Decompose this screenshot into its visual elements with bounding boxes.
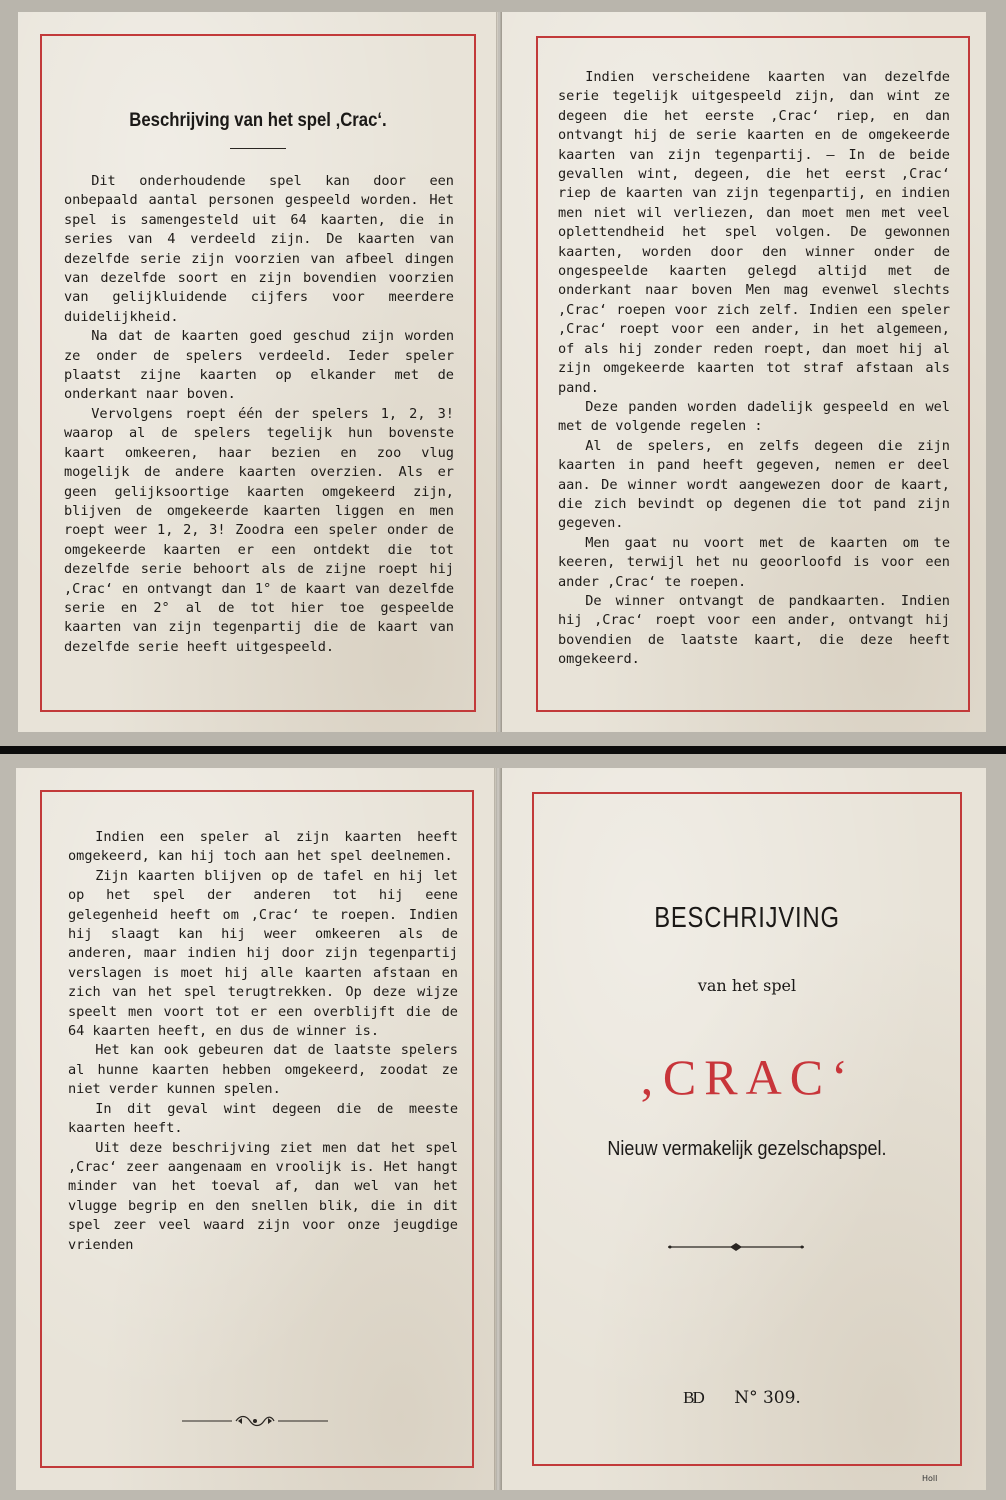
ornamental-rule-icon (666, 1242, 806, 1252)
paragraph: Deze panden worden dadelijk gespeeld en wel met de volgende regelen : (558, 398, 950, 435)
paragraph: Vervolgens roept één der spelers 1, 2, 3! waarop al de spelers tegelijk hun bovenste kaart omkeeren, haar bezien en zoo vlug mogelijk de andere kaarten overzien. Als er geen gelijksoortige kaarten omgekeerd zijn, blijven de omgekeerde kaarten liggen en men roept weer 1, 2, 3! Zoodra een speler onder de omgekeerde kaarten er een ontdekt die tot dezelfde serie behoort als de zijne roept hij ‚Crac‘ en ontvangt dan 1° de kaart van dezelfde serie en 2° al de tot hier toe gespeelde kaarten van zijn tegenpartij die de kaart van dezelfde serie heeft uitgespeeld. (64, 405, 454, 655)
paragraph: Uit deze beschrijving ziet men dat het spel ‚Crac‘ zeer aangenaam en vroolijk is. Het hangt minder van het toeval af, dan wel van het vlugge begrip en den snellen blik, die in dit spel zeer veel waard zijn voor onze jeugdige vrienden (68, 1139, 458, 1253)
cover-tagline: Nieuw vermakelijk gezelschapspel. (607, 1138, 887, 1160)
game-name-title: ‚CRAC‘ (638, 1049, 856, 1105)
body-text-back (68, 828, 458, 1255)
title-rule (230, 148, 286, 149)
paragraph: Al de spelers, en zelfs degeen die zijn kaarten in pand heeft gegeven, nemen er deel aan. De winner wordt aangewezen door de kaart, die zich bevindt op degenen die tot pand zijn gegeven. (558, 437, 950, 532)
leaf-inside-right (502, 12, 986, 732)
paragraph: Dit onderhoudende spel kan door een onbepaald aantal personen gespeeld worden. Het spel is samengesteld uit 64 kaarten, die in series van 4 verdeeld zijn. De kaarten van dezelfde serie zijn voorzien van afbeel dingen van dezelfde soort en zijn bovendien voorzien van gelijkluidende cijfers voor meerdere duidelijkheid. (64, 173, 454, 325)
body-text-inside-right (558, 68, 950, 670)
cover-subheading: van het spel (697, 976, 797, 995)
paragraph: Na dat de kaarten goed geschud zijn worden ze onder de spelers verdeeld. Ieder speler plaatst zijne kaarten op elkander met de onderkant naar boven. (64, 328, 454, 403)
leaf-back (16, 768, 496, 1490)
printer-mark: Holl (922, 1474, 938, 1483)
catalog-number: N° 309. (734, 1388, 801, 1408)
paragraph: Indien een speler al zijn kaarten heeft omgekeerd, kan hij toch aan het spel deelnemen. (68, 829, 458, 865)
publisher-mark: BD (683, 1388, 703, 1407)
paragraph: De winner ontvangt de pandkaarten. Indien hij ‚Crac‘ roept voor een ander, ontvangt hij bovendien de laatste kaart, die deze heeft omgekeerd. (558, 592, 950, 668)
page-title: Beschrijving van het spel ‚Crac‘. (129, 110, 387, 131)
paragraph: Het kan ook gebeuren dat de laatste spelers al hunne kaarten hebben omgekeerd, zoodat ze niet verder kunnen spelen. (68, 1042, 458, 1098)
fold-crease (494, 768, 502, 1490)
paragraph: In dit geval wint degeen die de meeste kaarten heeft. (68, 1100, 458, 1137)
catalog-number-line (542, 1388, 942, 1408)
photo-inside-spread (0, 0, 1006, 746)
red-border-frame (532, 792, 962, 1466)
paragraph: Men gaat nu voort met de kaarten om te keeren, terwijl het nu geoorloofd is voor een ander ‚Crac‘ te roepen. (558, 534, 950, 590)
leaf-inside-left (18, 12, 498, 732)
body-text-inside-left (64, 172, 454, 657)
photo-outside-spread (0, 754, 1006, 1500)
ornamental-divider-icon (180, 1414, 330, 1428)
paragraph: Indien verscheidene kaarten van dezelfde serie tegelijk uitgespeeld zijn, dan wint ze degeen die het eerste ‚Crac‘ riep, en dan ontvangt hij de serie kaarten en de omgekeerde kaarten van zijn tegenpartij. — In de beide gevallen wint, degeen, die het eerst ‚Crac‘ riep de kaarten van zijn tegenpartij, en indien men niet wil verliezen, dan moet men met veel oplettendheid het spel volgen. De gewonnen kaarten, worden door den winner onder de ongespeelde kaarten gelegd altijd met de onderkant naar boven Men mag evenwel slechts ‚Crac‘ roepen voor zich zelf. Indien een speler ‚Crac‘ roept voor een ander, in het algemeen, of als hij zonder reden roept, dan moet hij al zijn omgekeerde kaarten tot straf afstaan als pand. (558, 69, 950, 396)
leaf-cover (502, 768, 986, 1490)
cover-heading: BESCHRIJVING (654, 902, 840, 934)
paragraph: Zijn kaarten blijven op de tafel en hij let op het spel der anderen tot hij eene gelegenheid heeft om ‚Crac‘ te roepen. Indien hij slaagt kan hij weer omkeeren als de anderen, maar indien hij door zijn tegenpartij verslagen is moet hij alle kaarten afstaan en zich van het spel terugtrekken. Op deze wijze speelt men voort tot er een overblijft die de 64 kaarten heeft, en dus de winner is. (68, 867, 458, 1040)
